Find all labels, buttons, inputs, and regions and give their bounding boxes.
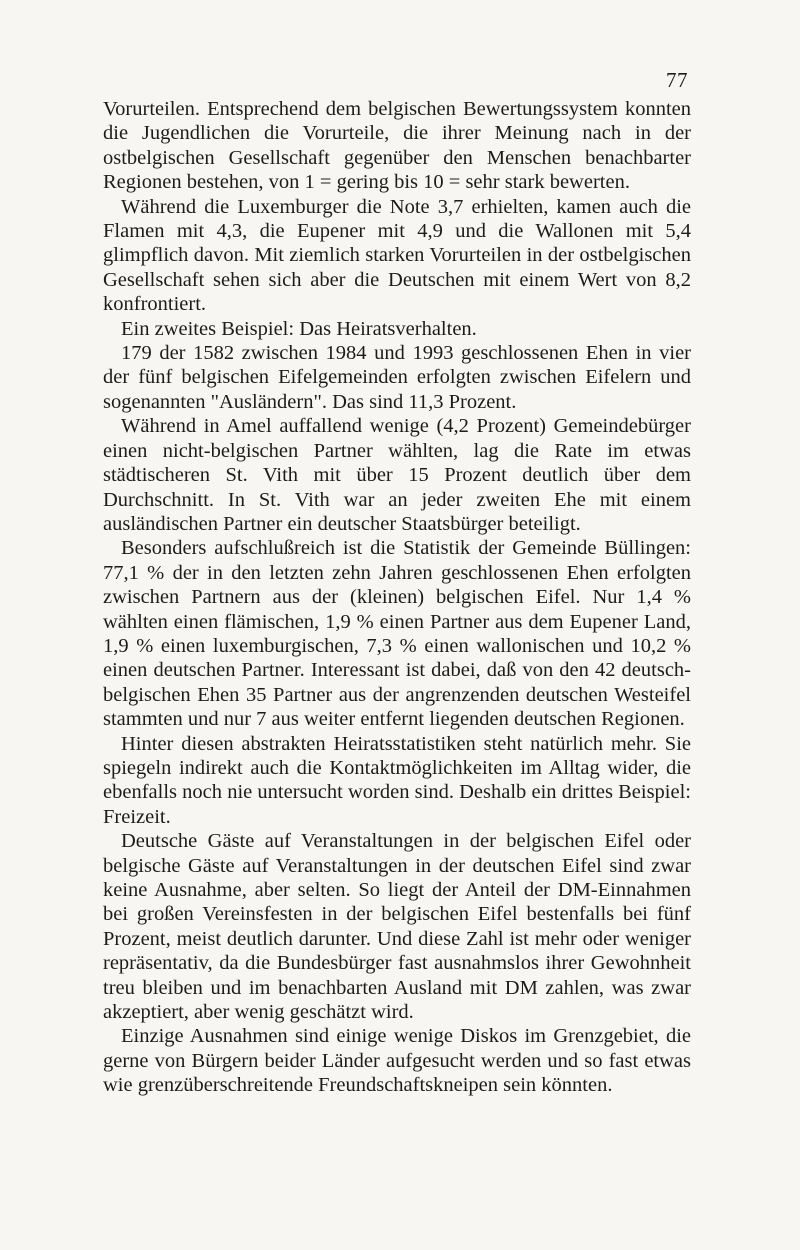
body-text	[103, 97, 691, 1098]
paragraph: Während die Luxemburger die Note 3,7 erhielten, kamen auch die Flamen mit 4,3, die Eupener mit 4,9 und die Wallonen mit 5,4 glimpflich davon. Mit ziemlich starken Vorurteilen in der ostbelgischen Gesellschaft sehen sich aber die Deutschen mit einem Wert von 8,2 konfrontiert.	[103, 195, 691, 316]
paragraph: Besonders aufschlußreich ist die Statistik der Gemeinde Büllingen: 77,1 % der in den letzten zehn Jahren geschlossenen Ehen erfolgten zwischen Partnern aus der (kleinen) belgischen Eifel. Nur 1,4 % wählten einen flämischen, 1,9 % einen Partner aus dem Eupener Land, 1,9 % einen luxemburgischen, 7,3 % einen wallonischen und 10,2 % einen deutschen Partner. Interessant ist dabei, daß von den 42 deutsch-belgischen Ehen 35 Partner aus der angrenzenden deutschen Westeifel stammten und nur 7 aus weiter entfernt liegenden deutschen Regionen.	[103, 537, 691, 731]
paragraph: Deutsche Gäste auf Veranstaltungen in der belgischen Eifel oder belgische Gäste auf Veranstaltungen in der deutschen Eifel sind zwar keine Ausnahme, aber selten. So liegt der Anteil der DM-Einnahmen bei großen Vereinsfesten in der belgischen Eifel bestenfalls bei fünf Prozent, meist deutlich darunter. Und diese Zahl ist mehr oder weniger repräsentativ, da die Bundesbürger fast ausnahmslos ihrer Gewohnheit treu bleiben und im benachbarten Ausland mit DM zahlen, was zwar akzeptiert, aber wenig geschätzt wird.	[103, 830, 691, 1024]
paragraph: Ein zweites Beispiel: Das Heiratsverhalten.	[121, 317, 477, 340]
paragraph: 179 der 1582 zwischen 1984 und 1993 geschlossenen Ehen in vier der fünf belgischen Eifelgemeinden erfolgten zwischen Eifelern und sogenannten "Ausländern". Das sind 11,3 Prozent.	[103, 342, 691, 413]
paragraph: Vorurteilen. Entsprechend dem belgischen Bewertungssystem konnten die Jugendlichen die Vorurteile, die ihrer Meinung nach in der ostbelgischen Gesellschaft gegenüber den Menschen benachbarter Regionen bestehen, von 1 = gering bis 10 = sehr stark bewerten.	[103, 98, 691, 194]
paragraph: Einzige Ausnahmen sind einige wenige Diskos im Grenzgebiet, die gerne von Bürgern beider Länder aufgesucht werden und so fast etwas wie grenzüberschreitende Freundschaftskneipen sein könnten.	[103, 1025, 691, 1097]
paragraph: Hinter diesen abstrakten Heiratsstatistiken steht natürlich mehr. Sie spiegeln indirekt auch die Kontaktmöglichkeiten im Alltag wider, die ebenfalls noch nie untersucht worden sind. Deshalb ein drittes Beispiel: Freizeit.	[103, 732, 691, 828]
paragraph: Während in Amel auffallend wenige (4,2 Prozent) Gemeindebürger einen nicht-belgischen Partner wählten, lag die Rate im etwas städtischeren St. Vith mit über 15 Prozent deutlich über dem Durchschnitt. In St. Vith war an jeder zweiten Ehe mit einem ausländischen Partner ein deutscher Staatsbürger beteiligt.	[103, 415, 691, 535]
page-number: 77	[666, 68, 688, 92]
